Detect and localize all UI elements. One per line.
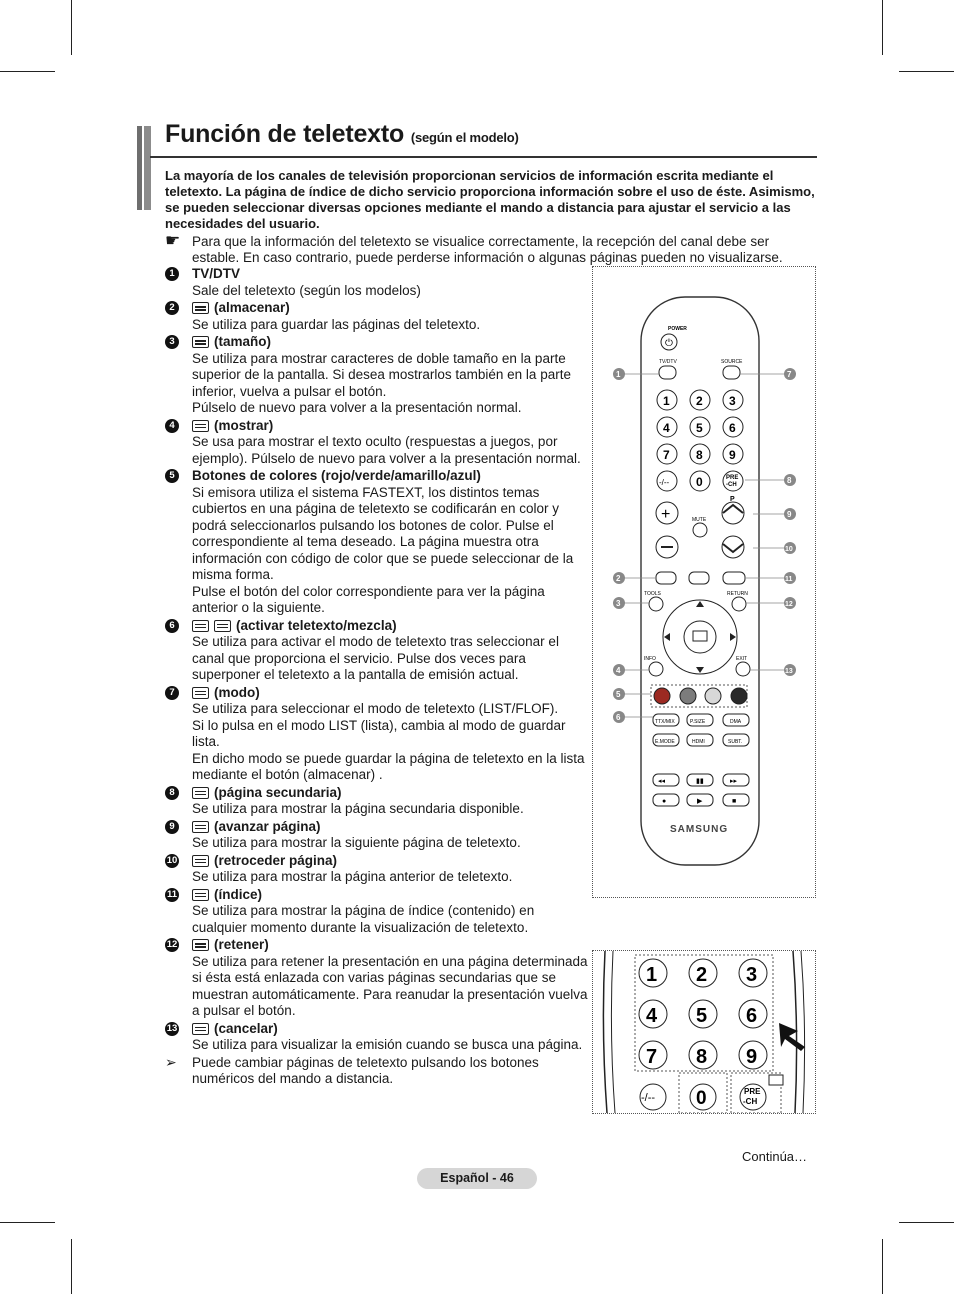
item-number-badge: 10	[166, 854, 178, 866]
item-number-badge: 2	[165, 301, 179, 315]
green-button	[680, 688, 696, 704]
item-heading: (retroceder página)	[214, 852, 338, 868]
item-number-badge: 13	[166, 1022, 178, 1034]
svg-text:3: 3	[729, 394, 736, 408]
svg-text:TTX/MIX: TTX/MIX	[655, 719, 675, 725]
svg-text:PRE: PRE	[726, 475, 739, 481]
svg-text:◂◂: ◂◂	[658, 778, 666, 785]
p-label: P	[730, 496, 735, 503]
blue-button	[731, 688, 747, 704]
svg-text:-/--: -/--	[641, 1092, 656, 1104]
power-icon: ⏻	[665, 338, 673, 349]
brand-logo: SAMSUNG	[670, 824, 729, 835]
item-heading: (almacenar)	[214, 300, 290, 315]
list-item	[165, 853, 590, 886]
svg-text:3: 3	[616, 599, 621, 608]
svg-text:2: 2	[616, 574, 621, 583]
teletext-on-icon	[192, 620, 209, 632]
svg-text:6: 6	[729, 421, 736, 435]
svg-text:2: 2	[696, 394, 703, 408]
item-heading: (avanzar página)	[214, 818, 321, 834]
svg-text:13: 13	[785, 668, 793, 675]
item-description: Si lo pulsa en el modo LIST (lista), cambia al modo de guardar lista.	[192, 717, 566, 749]
teletext-cancel-icon	[192, 1023, 209, 1035]
source-button	[723, 366, 740, 379]
svg-text:10: 10	[785, 546, 793, 553]
list-item	[165, 300, 590, 333]
svg-text:2: 2	[696, 964, 708, 986]
teletext-index-icon	[192, 889, 209, 901]
svg-text:7: 7	[663, 448, 670, 462]
svg-text:8: 8	[787, 476, 792, 485]
svg-text:9: 9	[787, 510, 792, 519]
return-button	[732, 597, 746, 611]
item-description: Si emisora utiliza el sistema FASTEXT, los distintos temas cubiertos en una página de teletexto se codificarán en color y podrá seleccionarlos pulsando los botones de color. Pulse el correspondiente al tema deseado. La página muestra otra información con código de color que se puede seleccionar de la misma forma.	[192, 484, 574, 582]
plus-icon: +	[661, 506, 671, 523]
guide-button	[656, 572, 676, 584]
item-description: Se utiliza para mostrar la siguiente página de teletexto.	[192, 835, 521, 850]
svg-text:E.MODE: E.MODE	[655, 739, 675, 745]
svg-text:12: 12	[785, 601, 793, 608]
item-description: Pulse el botón del color correspondiente para ver la página anterior o la siguiente.	[192, 583, 545, 615]
teletext-page-down-icon	[192, 855, 209, 867]
item-number-badge: 3	[165, 335, 179, 349]
exit-label: EXIT	[736, 656, 748, 662]
feature-list	[165, 266, 590, 1088]
svg-text:1: 1	[616, 370, 621, 379]
svg-text:●: ●	[662, 798, 667, 805]
title-divider	[150, 156, 817, 158]
enter-button	[684, 621, 716, 653]
note-text: Para que la información del teletexto se visualice correctamente, la recepción del canal debe ser estable. En caso contrario, puede perderse información o algunas páginas pueden no visualizarse.	[192, 234, 783, 265]
item-description: Se utiliza para mostrar la página de índice (contenido) en cualquier momento durante la visualización de teletexto.	[192, 903, 535, 935]
svg-text:0: 0	[696, 1088, 707, 1109]
item-heading: (cancelar)	[214, 1020, 278, 1036]
remote-control-drawing	[593, 267, 815, 897]
mute-label: MUTE	[692, 517, 707, 523]
svg-text:11: 11	[785, 576, 793, 583]
svg-text:3: 3	[746, 964, 758, 986]
item-description: Se utiliza para visualizar la emisión cuando se busca una página.	[192, 1037, 583, 1052]
subpage-icon	[769, 1075, 783, 1085]
item-number-badge: 9	[165, 820, 179, 834]
list-item	[165, 1021, 590, 1054]
svg-text:-CH: -CH	[743, 1097, 758, 1106]
pointer-arrow-icon	[779, 1023, 805, 1051]
svg-text:5: 5	[696, 1005, 708, 1027]
svg-text:P.SIZE: P.SIZE	[690, 719, 706, 725]
tvdtv-label: TV/DTV	[659, 359, 677, 365]
svg-text:6: 6	[616, 713, 621, 722]
item-description: Se utiliza para activar el modo de teletexto tras seleccionar el canal que proporciona el servicio. Pulse dos veces para superponer el teletexto a la pantalla de emisión actual.	[192, 634, 559, 682]
teletext-store-icon	[192, 302, 209, 314]
item-heading: (retener)	[214, 937, 269, 952]
item-heading: (modo)	[214, 684, 260, 700]
list-item	[165, 819, 590, 852]
list-item	[165, 334, 590, 417]
svg-text:7: 7	[646, 1046, 658, 1068]
list-item	[165, 418, 590, 468]
svg-text:5: 5	[616, 690, 621, 699]
svg-text:SUBT.: SUBT.	[728, 739, 743, 745]
item-heading: Botones de colores (rojo/verde/amarillo/azul)	[192, 468, 481, 483]
tip	[165, 1055, 590, 1088]
item-number-badge: 6	[165, 619, 179, 633]
item-description: Sale del teletexto (según los modelos)	[192, 282, 421, 298]
item-heading: (página secundaria)	[214, 784, 342, 800]
mute-button	[693, 523, 707, 537]
svg-text:-CH: -CH	[726, 482, 737, 488]
list-item	[165, 618, 590, 684]
teletext-mode-icon	[192, 687, 209, 699]
svg-text:6: 6	[746, 1005, 758, 1027]
list-item	[165, 937, 590, 1020]
svg-text:8: 8	[696, 448, 703, 462]
teletext-size-icon	[192, 336, 209, 348]
svg-text:5: 5	[696, 421, 703, 435]
item-description: Se usa para mostrar el texto oculto (respuestas a juegos, por ejemplo). Púlselo de nuevo para volver a la presentación normal.	[192, 434, 581, 466]
teletext-reveal-icon	[192, 420, 209, 432]
svg-text:-/--: -/--	[659, 478, 670, 487]
item-description: Se utiliza para retener la presentación en una página determinada si ésta está enlazada con varias páginas secundarias que se muestran automáticamente. Para reanudar la presentación vuelva a pulsar el botón.	[192, 953, 588, 1018]
pointing-hand-icon: ☛	[165, 231, 181, 250]
note	[165, 231, 815, 266]
source-label: SOURCE	[721, 359, 743, 365]
svg-text:0: 0	[696, 475, 703, 489]
svg-text:4: 4	[616, 666, 621, 675]
svg-text:■: ■	[732, 798, 737, 805]
item-description: Se utiliza para mostrar la página anterior de teletexto.	[192, 869, 513, 884]
item-heading: TV/DTV	[192, 266, 241, 281]
svg-text:▸▸: ▸▸	[730, 778, 738, 785]
item-number-badge: 4	[165, 419, 179, 433]
tools-label: TOOLS	[644, 591, 661, 597]
svg-text:8: 8	[696, 1046, 708, 1068]
svg-text:1: 1	[646, 964, 658, 986]
svg-text:▶: ▶	[697, 798, 703, 805]
item-number-badge: 11	[166, 888, 178, 900]
item-heading: (activar teletexto/mezcla)	[236, 617, 397, 633]
svg-text:▮▮: ▮▮	[696, 778, 704, 785]
teletext-page-up-icon	[192, 821, 209, 833]
teletext-mix-icon	[214, 620, 231, 632]
red-button	[654, 688, 670, 704]
tvdtv-button	[659, 366, 676, 379]
item-description: En dicho modo se puede guardar la página de teletexto en la lista mediante el botón (almacenar) .	[192, 750, 585, 782]
item-heading: (índice)	[214, 886, 263, 902]
svg-text:9: 9	[746, 1046, 758, 1068]
arrow-bullet-icon: ➢	[165, 1053, 177, 1070]
info-label: INFO	[644, 656, 656, 662]
list-item	[165, 887, 590, 937]
list-item	[165, 785, 590, 818]
keypad-closeup	[592, 950, 816, 1114]
sidebar-accent-bar	[144, 126, 151, 210]
svg-text:DMA: DMA	[730, 719, 742, 725]
teletext-hold-icon	[192, 939, 209, 951]
item-number-badge: 1	[165, 267, 179, 281]
closeup-digit-keys	[639, 959, 767, 1110]
keypad-closeup-drawing	[593, 951, 815, 1113]
list-item	[165, 468, 590, 617]
svg-text:PRE: PRE	[744, 1087, 761, 1096]
item-description: Se utiliza para mostrar caracteres de doble tamaño en la parte superior de la pantalla. Si desea mostrarlos también en la parte inferior, vuelva a pulsar el botón.	[192, 350, 571, 399]
item-number-badge: 7	[165, 686, 179, 700]
page-number-badge: Español - 46	[417, 1168, 537, 1189]
item-number-badge: 8	[165, 786, 179, 800]
sidebar-accent-bar	[137, 126, 142, 210]
info-button	[649, 662, 663, 676]
item-heading: (tamaño)	[214, 334, 271, 349]
continue-label: Continúa…	[742, 1149, 808, 1164]
index-button	[723, 572, 745, 584]
yellow-button	[705, 688, 721, 704]
item-description: Púlselo de nuevo para volver a la presentación normal.	[192, 400, 522, 415]
item-heading: (mostrar)	[214, 417, 274, 433]
item-description: Se utiliza para mostrar la página secundaria disponible.	[192, 801, 524, 816]
item-description: Se utiliza para guardar las páginas del teletexto.	[192, 316, 481, 332]
svg-text:1: 1	[663, 394, 670, 408]
item-number-badge: 5	[165, 469, 179, 483]
menu-button	[689, 572, 709, 584]
page-subtitle: (según el modelo)	[410, 130, 519, 145]
list-item	[165, 266, 590, 299]
svg-text:HDMI: HDMI	[692, 739, 705, 745]
tip-text: Puede cambiar páginas de teletexto pulsando los botones numéricos del mando a distancia.	[192, 1054, 539, 1086]
return-label: RETURN	[727, 591, 748, 597]
exit-button	[736, 662, 750, 676]
remote-illustration	[592, 266, 816, 898]
list-item	[165, 685, 590, 784]
intro-paragraph: La mayoría de los canales de televisión proporcionan servicios de información escrita mediante el teletexto. La página de índice de dicho servicio proporciona información sobre el uso de éste. Asimismo, se pueden seleccionar diversas opciones mediante el mando a distancia para ajustar el servicio a las necesidades del usuario.	[165, 168, 815, 231]
tools-button	[649, 597, 663, 611]
svg-text:7: 7	[787, 370, 792, 379]
item-number-badge: 12	[166, 939, 178, 950]
svg-text:4: 4	[663, 421, 670, 435]
teletext-subpage-icon	[192, 787, 209, 799]
page-title: Función de teletexto (según el modelo)	[165, 120, 519, 148]
item-description: Se utiliza para seleccionar el modo de teletexto (LIST/FLOF).	[192, 701, 559, 716]
power-label: POWER	[668, 326, 687, 332]
svg-text:4: 4	[646, 1005, 658, 1027]
svg-text:9: 9	[729, 448, 736, 462]
